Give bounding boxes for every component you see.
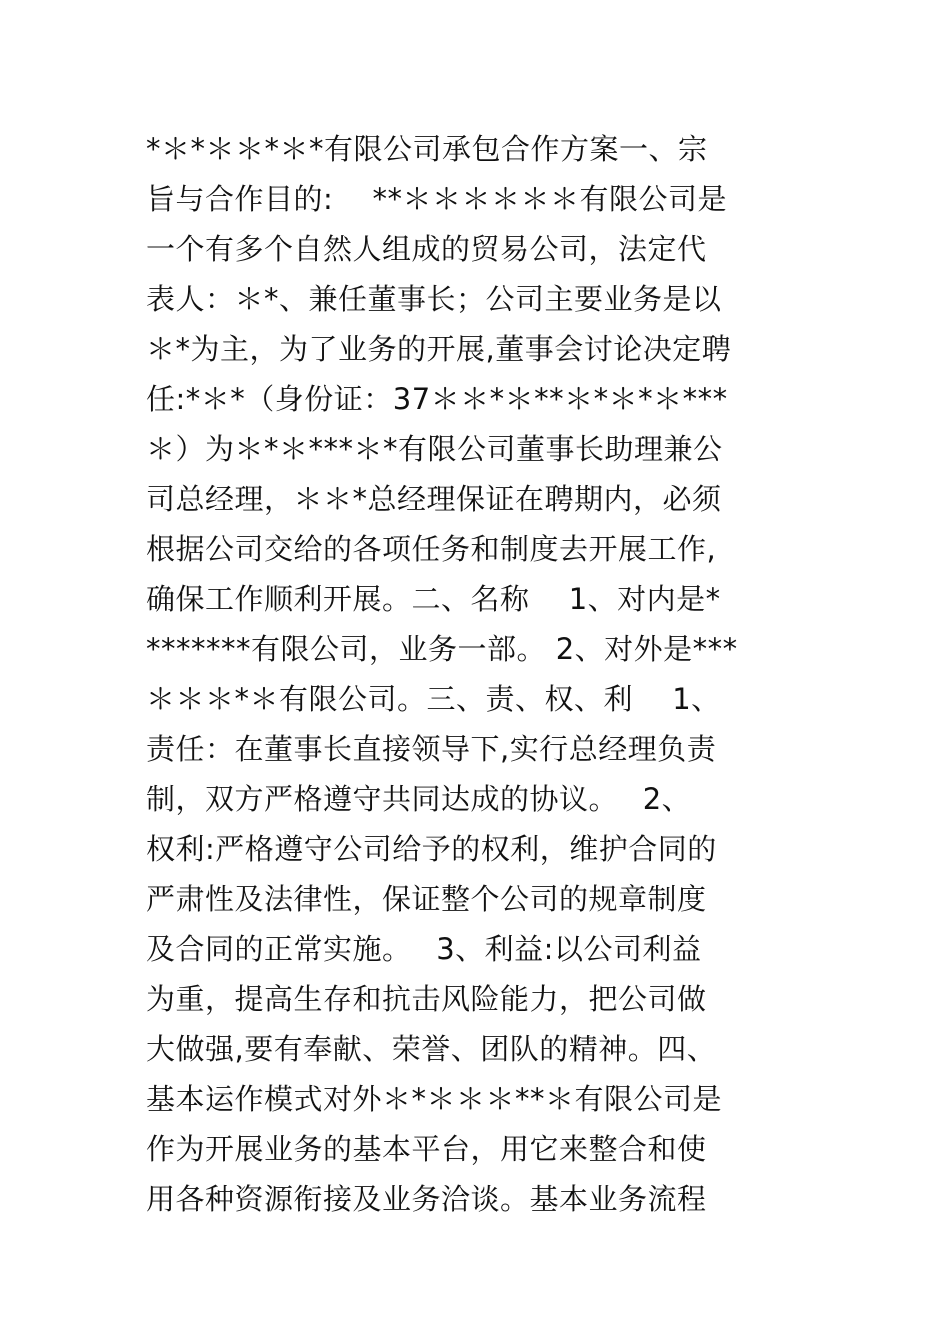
- text-line: 责任：在董事长直接领导下,实行总经理负责: [146, 732, 717, 766]
- text-line: 及合同的正常实施。 3、利益:以公司利益: [146, 932, 702, 966]
- text-line: ＊＊＊*＊有限公司。三、责、权、利 1、: [146, 682, 721, 716]
- text-line: 任:*＊*（身份证：37＊＊*＊**＊*＊*＊***: [146, 382, 728, 416]
- text-line: *******有限公司，业务一部。 2、对外是***: [146, 632, 738, 666]
- text-line: 用各种资源衔接及业务洽谈。基本业务流程: [146, 1182, 707, 1216]
- text-line: ＊）为＊*＊***＊*有限公司董事长助理兼公: [146, 432, 723, 466]
- text-line: *＊*＊＊*＊*有限公司承包合作方案一、宗: [146, 132, 708, 166]
- text-line: 表人：＊*、兼任董事长；公司主要业务是以: [146, 282, 722, 316]
- text-line: ＊*为主，为了业务的开展,董事会讨论决定聘: [146, 332, 732, 366]
- text-line: 权利:严格遵守公司给予的权利，维护合同的: [146, 832, 717, 866]
- text-line: 严肃性及法律性，保证整个公司的规章制度: [146, 882, 707, 916]
- text-line: 基本运作模式对外＊*＊＊＊**＊有限公司是: [146, 1082, 723, 1116]
- text-line: 为重，提高生存和抗击风险能力，把公司做: [146, 982, 707, 1016]
- text-line: 大做强,要有奉献、荣誉、团队的精神。四、: [146, 1032, 717, 1066]
- text-line: 制，双方严格遵守共同达成的协议。 2、: [146, 782, 692, 816]
- text-line: 司总经理，＊＊*总经理保证在聘期内，必须: [146, 482, 722, 516]
- text-line: 作为开展业务的基本平台，用它来整合和使: [146, 1132, 707, 1166]
- text-line: 确保工作顺利开展。二、名称 1、对内是*: [146, 582, 721, 616]
- text-line: 一个有多个自然人组成的贸易公司，法定代: [146, 232, 707, 266]
- body-text: [146, 124, 811, 1224]
- text-line: 旨与合作目的: **＊＊＊＊＊＊有限公司是: [146, 182, 727, 216]
- text-line: 根据公司交给的各项任务和制度去开展工作,: [146, 532, 717, 566]
